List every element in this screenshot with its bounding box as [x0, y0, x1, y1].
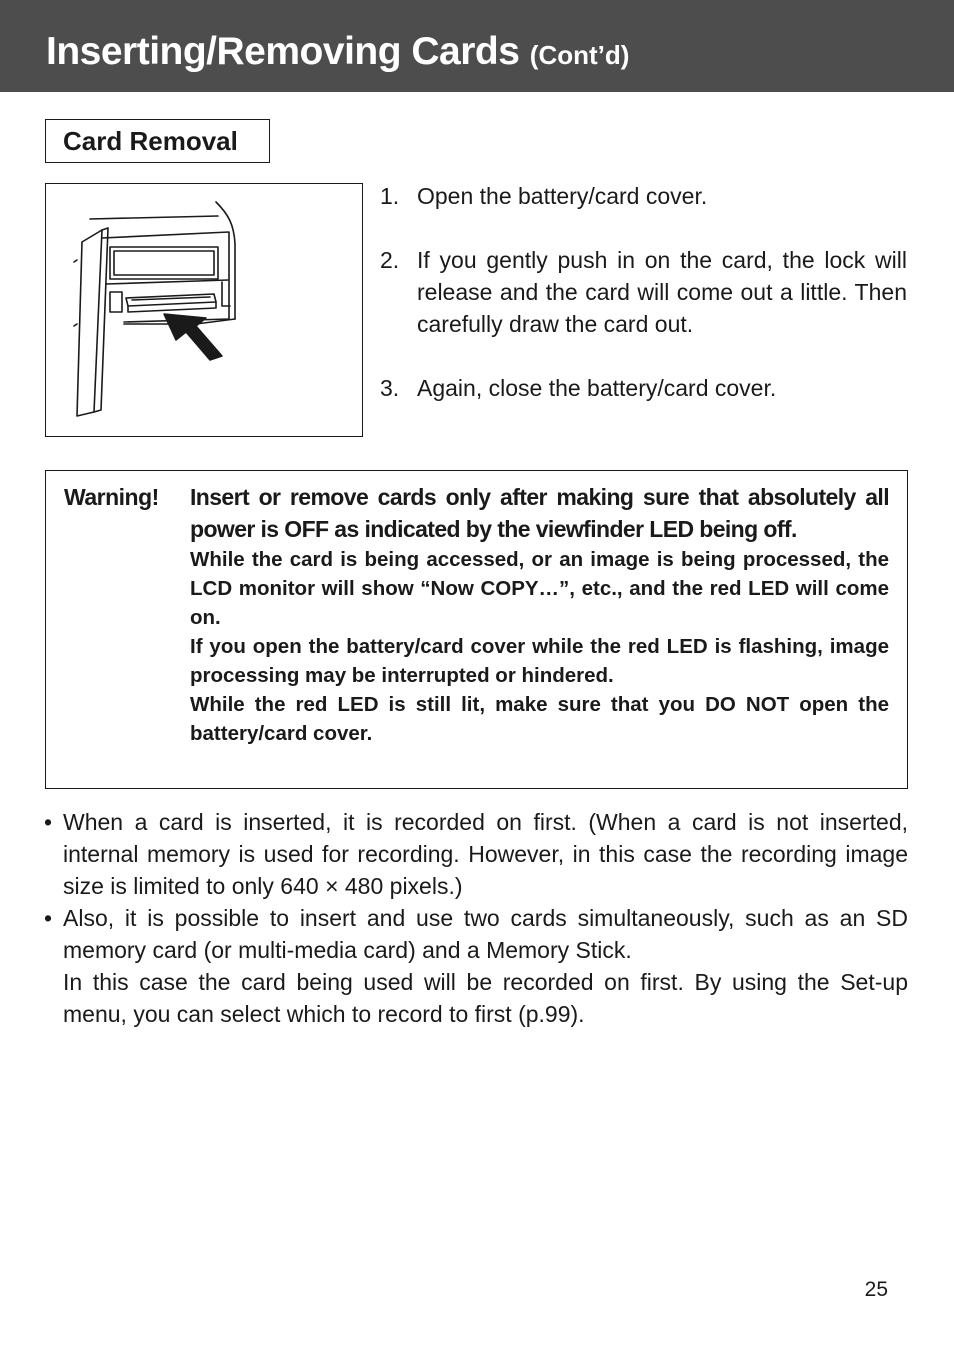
warning-box: [45, 470, 908, 789]
step-number: 3.: [380, 375, 400, 401]
note-text: Also, it is possible to insert and use two cards simultaneously, such as an SD memory card (or multi-media card) and a Memory Stick.: [63, 905, 908, 963]
camera-card-slot-illustration-icon: [46, 184, 361, 435]
page-header: [0, 0, 954, 92]
warning-detail: While the card is being accessed, or an image is being processed, the LCD monitor will show “Now COPY…”, etc., and the red LED will come on.: [190, 548, 889, 629]
note-text: When a card is inserted, it is recorded on first. (When a card is not inserted, internal memory is used for recording. However, in this case the recording image size is limited to only 640 × 480 pixels.): [63, 809, 908, 899]
page-title-main: Inserting/Removing Cards: [46, 30, 520, 73]
warning-detail: While the red LED is still lit, make sure that you DO NOT open the battery/card cover.: [190, 693, 889, 745]
push-arrow-icon: [164, 314, 222, 360]
step-item: [380, 244, 907, 340]
section-title: Card Removal: [63, 126, 238, 156]
page-title: [46, 32, 629, 71]
warning-detail: If you open the battery/card cover while the red LED is flashing, image processing may be interrupted or hindered.: [190, 635, 889, 687]
step-text: If you gently push in on the card, the lock will release and the card will come out a little. Then carefully draw the card out.: [417, 247, 907, 337]
note-item: [44, 902, 908, 1030]
step-item: [380, 372, 907, 404]
bullet-icon: •: [44, 905, 53, 931]
section-heading-box: [45, 119, 270, 163]
note-item: [44, 806, 908, 902]
step-text: Again, close the battery/card cover.: [417, 375, 777, 401]
card-removal-figure: [45, 183, 363, 437]
page-number: 25: [864, 1278, 888, 1301]
step-text: Open the battery/card cover.: [417, 183, 708, 209]
note-text: In this case the card being used will be recorded on first. By using the Set-up menu, you can select which to record to first (p.99).: [63, 969, 908, 1027]
bullet-icon: •: [44, 809, 53, 835]
page-title-continued: (Cont’d): [529, 40, 630, 70]
warning-content: [190, 481, 889, 748]
notes-list: [44, 806, 908, 1030]
warning-main-text: Insert or remove cards only after making sure that absolutely all power is OFF as indicated by the viewfinder LED being off.: [190, 484, 889, 542]
warning-label: Warning!: [64, 484, 159, 510]
removal-steps: [380, 180, 907, 436]
step-number: 2.: [380, 247, 400, 273]
step-item: [380, 180, 907, 212]
step-number: 1.: [380, 183, 400, 209]
